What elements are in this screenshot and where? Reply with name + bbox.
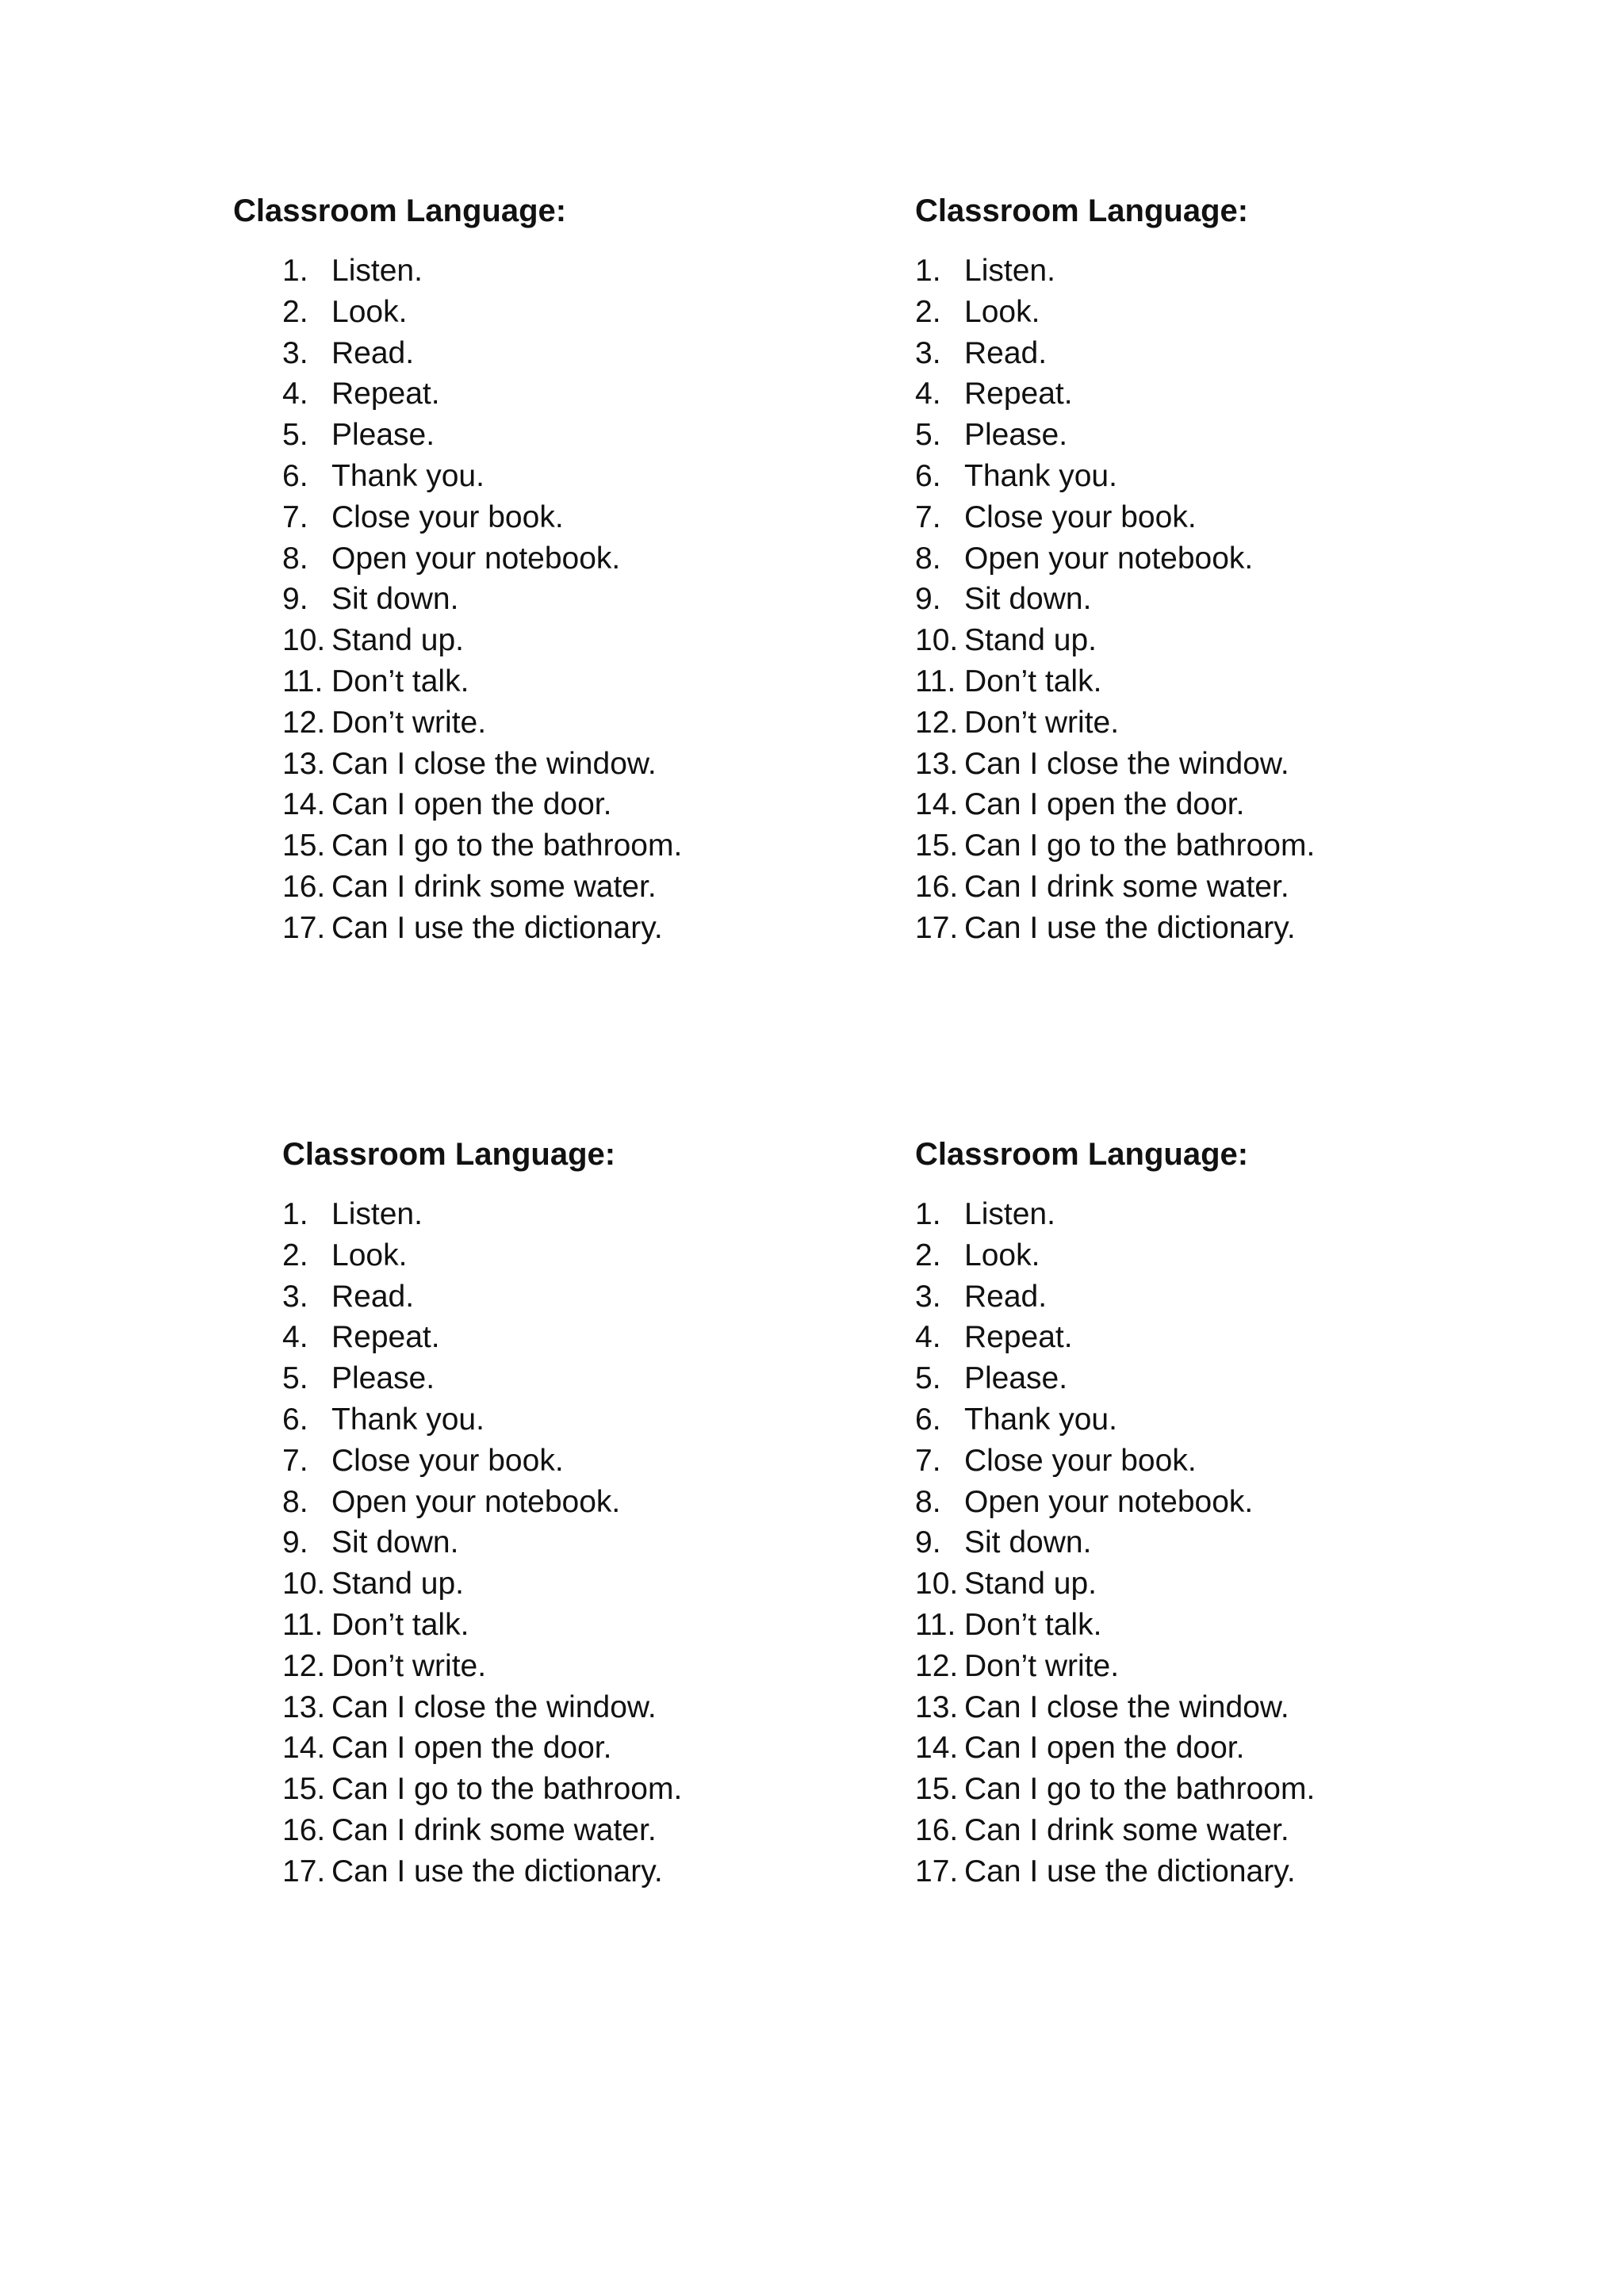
list-item: [915, 1810, 1315, 1851]
item-text: Read.: [964, 1279, 1048, 1314]
item-number: 10.: [915, 1567, 959, 1601]
item-text: Look.: [964, 1238, 1040, 1272]
item-number: 16.: [915, 869, 959, 904]
list-item: [282, 415, 682, 456]
item-number: 2.: [282, 1238, 308, 1272]
item-text: Please.: [331, 418, 435, 453]
item-number: 5.: [282, 418, 308, 453]
list-item: [915, 867, 1315, 908]
item-number: 9.: [282, 582, 308, 617]
list-item: [282, 538, 682, 580]
item-text: Can I open the door.: [964, 787, 1245, 822]
item-text: Please.: [331, 1361, 435, 1396]
item-text: Don’t talk.: [331, 664, 469, 698]
item-text: Can I go to the bathroom.: [964, 1772, 1316, 1807]
item-text: Open your notebook.: [964, 541, 1254, 576]
item-number: 10.: [282, 1567, 326, 1601]
item-number: 16.: [915, 1812, 959, 1847]
item-text: Can I open the door.: [964, 1731, 1245, 1766]
item-text: Thank you.: [331, 1402, 485, 1437]
item-text: Read.: [964, 335, 1048, 370]
phrase-list: [915, 1194, 1315, 1892]
list-item: [915, 456, 1315, 497]
phrase-list: [282, 251, 682, 949]
item-number: 1.: [282, 1197, 308, 1231]
item-text: Can I use the dictionary.: [964, 1854, 1296, 1888]
item-number: 6.: [915, 458, 941, 493]
item-text: Don’t talk.: [331, 1607, 469, 1642]
item-text: Open your notebook.: [331, 541, 621, 576]
item-number: 7.: [915, 1443, 941, 1478]
item-number: 13.: [282, 746, 326, 781]
item-text: Can I go to the bathroom.: [331, 1772, 683, 1807]
item-text: Can I close the window.: [964, 746, 1289, 781]
item-text: Open your notebook.: [964, 1484, 1254, 1519]
item-text: Please.: [964, 418, 1068, 453]
list-item: [915, 1399, 1315, 1441]
list-item: [915, 373, 1315, 415]
list-item: [282, 1728, 682, 1769]
list-item: [282, 1317, 682, 1358]
classroom-language-block-bottom-left: [282, 1134, 682, 1892]
list-item: [915, 497, 1315, 538]
list-item: [915, 1441, 1315, 1482]
list-item: [282, 497, 682, 538]
list-item: [915, 415, 1315, 456]
list-item: [915, 292, 1315, 333]
item-number: 6.: [282, 1402, 308, 1437]
item-number: 12.: [282, 1648, 326, 1683]
item-text: Can I drink some water.: [331, 1812, 657, 1847]
list-item: [282, 1441, 682, 1482]
phrase-list: [915, 251, 1315, 949]
list-item: [915, 579, 1315, 620]
item-number: 14.: [282, 787, 326, 822]
list-item: [282, 784, 682, 825]
item-text: Can I use the dictionary.: [331, 910, 663, 945]
item-text: Repeat.: [964, 377, 1073, 411]
list-item: [282, 1276, 682, 1318]
classroom-language-block-top-left: [233, 190, 682, 949]
item-number: 15.: [282, 828, 326, 863]
list-item: [915, 1851, 1315, 1892]
item-number: 10.: [282, 623, 326, 658]
item-number: 5.: [282, 1361, 308, 1396]
list-item: [282, 1605, 682, 1646]
item-text: Look.: [964, 294, 1040, 329]
item-text: Don’t write.: [331, 1648, 487, 1683]
item-number: 3.: [282, 1279, 308, 1314]
item-number: 4.: [915, 377, 941, 411]
item-text: Listen.: [964, 1197, 1055, 1231]
item-text: Can I close the window.: [964, 1689, 1289, 1724]
list-item: [282, 1358, 682, 1399]
list-item: [915, 1646, 1315, 1687]
item-number: 8.: [915, 541, 941, 576]
item-text: Can I drink some water.: [964, 1812, 1289, 1847]
list-item: [915, 333, 1315, 374]
list-item: [915, 1728, 1315, 1769]
block-title: Classroom Language:: [282, 1137, 616, 1172]
item-text: Stand up.: [964, 623, 1097, 658]
item-text: Sit down.: [964, 1525, 1092, 1560]
list-item: [282, 1235, 682, 1276]
item-text: Read.: [331, 1279, 415, 1314]
item-text: Open your notebook.: [331, 1484, 621, 1519]
item-number: 15.: [915, 828, 959, 863]
item-number: 6.: [915, 1402, 941, 1437]
item-text: Stand up.: [331, 623, 464, 658]
list-item: [282, 373, 682, 415]
item-number: 1.: [915, 254, 941, 288]
item-number: 13.: [282, 1689, 326, 1724]
item-text: Please.: [964, 1361, 1068, 1396]
list-item: [282, 867, 682, 908]
item-number: 16.: [282, 869, 326, 904]
item-number: 14.: [282, 1731, 326, 1766]
item-number: 17.: [915, 1854, 959, 1888]
item-text: Can I open the door.: [331, 787, 612, 822]
item-text: Stand up.: [331, 1567, 464, 1601]
item-number: 15.: [282, 1772, 326, 1807]
item-number: 16.: [282, 1812, 326, 1847]
item-number: 11.: [915, 664, 956, 698]
list-item: [915, 744, 1315, 785]
item-number: 9.: [282, 1525, 308, 1560]
item-number: 17.: [282, 910, 326, 945]
list-item: [282, 1522, 682, 1563]
item-number: 6.: [282, 458, 308, 493]
list-item: [915, 1235, 1315, 1276]
item-number: 4.: [282, 377, 308, 411]
list-item: [282, 1851, 682, 1892]
item-number: 4.: [915, 1320, 941, 1355]
list-item: [915, 1687, 1315, 1728]
list-item: [282, 251, 682, 292]
item-text: Can I go to the bathroom.: [964, 828, 1316, 863]
item-text: Sit down.: [964, 582, 1092, 617]
item-text: Don’t write.: [331, 705, 487, 740]
classroom-language-block-bottom-right: [915, 1134, 1315, 1892]
item-number: 8.: [282, 1484, 308, 1519]
item-text: Can I drink some water.: [964, 869, 1289, 904]
item-number: 2.: [915, 294, 941, 329]
item-text: Don’t write.: [964, 1648, 1120, 1683]
list-item: [915, 1276, 1315, 1318]
item-number: 7.: [915, 499, 941, 534]
item-number: 8.: [282, 541, 308, 576]
item-text: Listen.: [964, 254, 1055, 288]
classroom-language-block-top-right: [915, 190, 1315, 949]
item-number: 5.: [915, 1361, 941, 1396]
list-item: [915, 1317, 1315, 1358]
item-number: 11.: [915, 1607, 956, 1642]
list-item: [915, 661, 1315, 702]
item-text: Sit down.: [331, 1525, 459, 1560]
item-number: 15.: [915, 1772, 959, 1807]
item-text: Don’t write.: [964, 705, 1120, 740]
list-item: [915, 538, 1315, 580]
item-text: Thank you.: [964, 458, 1117, 493]
item-text: Listen.: [331, 1197, 423, 1231]
item-number: 14.: [915, 787, 959, 822]
item-text: Repeat.: [331, 1320, 440, 1355]
item-text: Look.: [331, 1238, 408, 1272]
list-item: [282, 744, 682, 785]
list-item: [915, 784, 1315, 825]
list-item: [282, 1646, 682, 1687]
list-item: [282, 1687, 682, 1728]
item-text: Can I close the window.: [331, 1689, 657, 1724]
phrase-list: [282, 1194, 682, 1892]
block-title: Classroom Language:: [233, 193, 567, 228]
item-number: 3.: [915, 335, 941, 370]
list-item: [915, 251, 1315, 292]
list-item: [915, 1482, 1315, 1523]
item-text: Repeat.: [331, 377, 440, 411]
list-item: [915, 908, 1315, 949]
list-item: [915, 702, 1315, 744]
item-number: 14.: [915, 1731, 959, 1766]
item-number: 12.: [282, 705, 326, 740]
item-text: Close your book.: [331, 499, 564, 534]
item-number: 11.: [282, 1607, 324, 1642]
item-number: 10.: [915, 623, 959, 658]
item-text: Read.: [331, 335, 415, 370]
list-item: [282, 1482, 682, 1523]
list-item: [282, 292, 682, 333]
list-item: [915, 1605, 1315, 1646]
item-number: 1.: [915, 1197, 941, 1231]
item-text: Repeat.: [964, 1320, 1073, 1355]
item-text: Don’t talk.: [964, 1607, 1102, 1642]
item-number: 2.: [915, 1238, 941, 1272]
block-title: Classroom Language:: [915, 193, 1249, 228]
item-text: Close your book.: [964, 1443, 1197, 1478]
list-item: [915, 1563, 1315, 1605]
list-item: [282, 333, 682, 374]
list-item: [282, 661, 682, 702]
list-item: [915, 825, 1315, 867]
list-item: [282, 825, 682, 867]
item-number: 11.: [282, 664, 324, 698]
item-number: 7.: [282, 1443, 308, 1478]
item-number: 1.: [282, 254, 308, 288]
item-text: Can I use the dictionary.: [964, 910, 1296, 945]
item-number: 7.: [282, 499, 308, 534]
list-item: [282, 908, 682, 949]
item-number: 17.: [282, 1854, 326, 1888]
item-text: Can I go to the bathroom.: [331, 828, 683, 863]
item-text: Thank you.: [331, 458, 485, 493]
item-number: 13.: [915, 746, 959, 781]
list-item: [282, 702, 682, 744]
item-number: 8.: [915, 1484, 941, 1519]
list-item: [282, 1399, 682, 1441]
list-item: [915, 620, 1315, 661]
list-item: [282, 620, 682, 661]
item-number: 3.: [282, 335, 308, 370]
list-item: [282, 1769, 682, 1810]
list-item: [915, 1194, 1315, 1235]
list-item: [915, 1358, 1315, 1399]
item-text: Can I open the door.: [331, 1731, 612, 1766]
list-item: [282, 579, 682, 620]
item-text: Listen.: [331, 254, 423, 288]
item-number: 12.: [915, 1648, 959, 1683]
list-item: [282, 1810, 682, 1851]
block-title: Classroom Language:: [915, 1137, 1249, 1172]
item-number: 9.: [915, 582, 941, 617]
list-item: [282, 1194, 682, 1235]
item-text: Close your book.: [331, 1443, 564, 1478]
item-text: Look.: [331, 294, 408, 329]
list-item: [915, 1769, 1315, 1810]
item-number: 13.: [915, 1689, 959, 1724]
item-number: 3.: [915, 1279, 941, 1314]
item-number: 12.: [915, 705, 959, 740]
item-number: 17.: [915, 910, 959, 945]
item-text: Can I use the dictionary.: [331, 1854, 663, 1888]
item-text: Stand up.: [964, 1567, 1097, 1601]
item-text: Thank you.: [964, 1402, 1117, 1437]
list-item: [282, 1563, 682, 1605]
item-text: Can I drink some water.: [331, 869, 657, 904]
item-text: Don’t talk.: [964, 664, 1102, 698]
list-item: [915, 1522, 1315, 1563]
item-text: Can I close the window.: [331, 746, 657, 781]
item-number: 5.: [915, 418, 941, 453]
item-number: 4.: [282, 1320, 308, 1355]
item-number: 9.: [915, 1525, 941, 1560]
item-text: Close your book.: [964, 499, 1197, 534]
item-number: 2.: [282, 294, 308, 329]
list-item: [282, 456, 682, 497]
item-text: Sit down.: [331, 582, 459, 617]
